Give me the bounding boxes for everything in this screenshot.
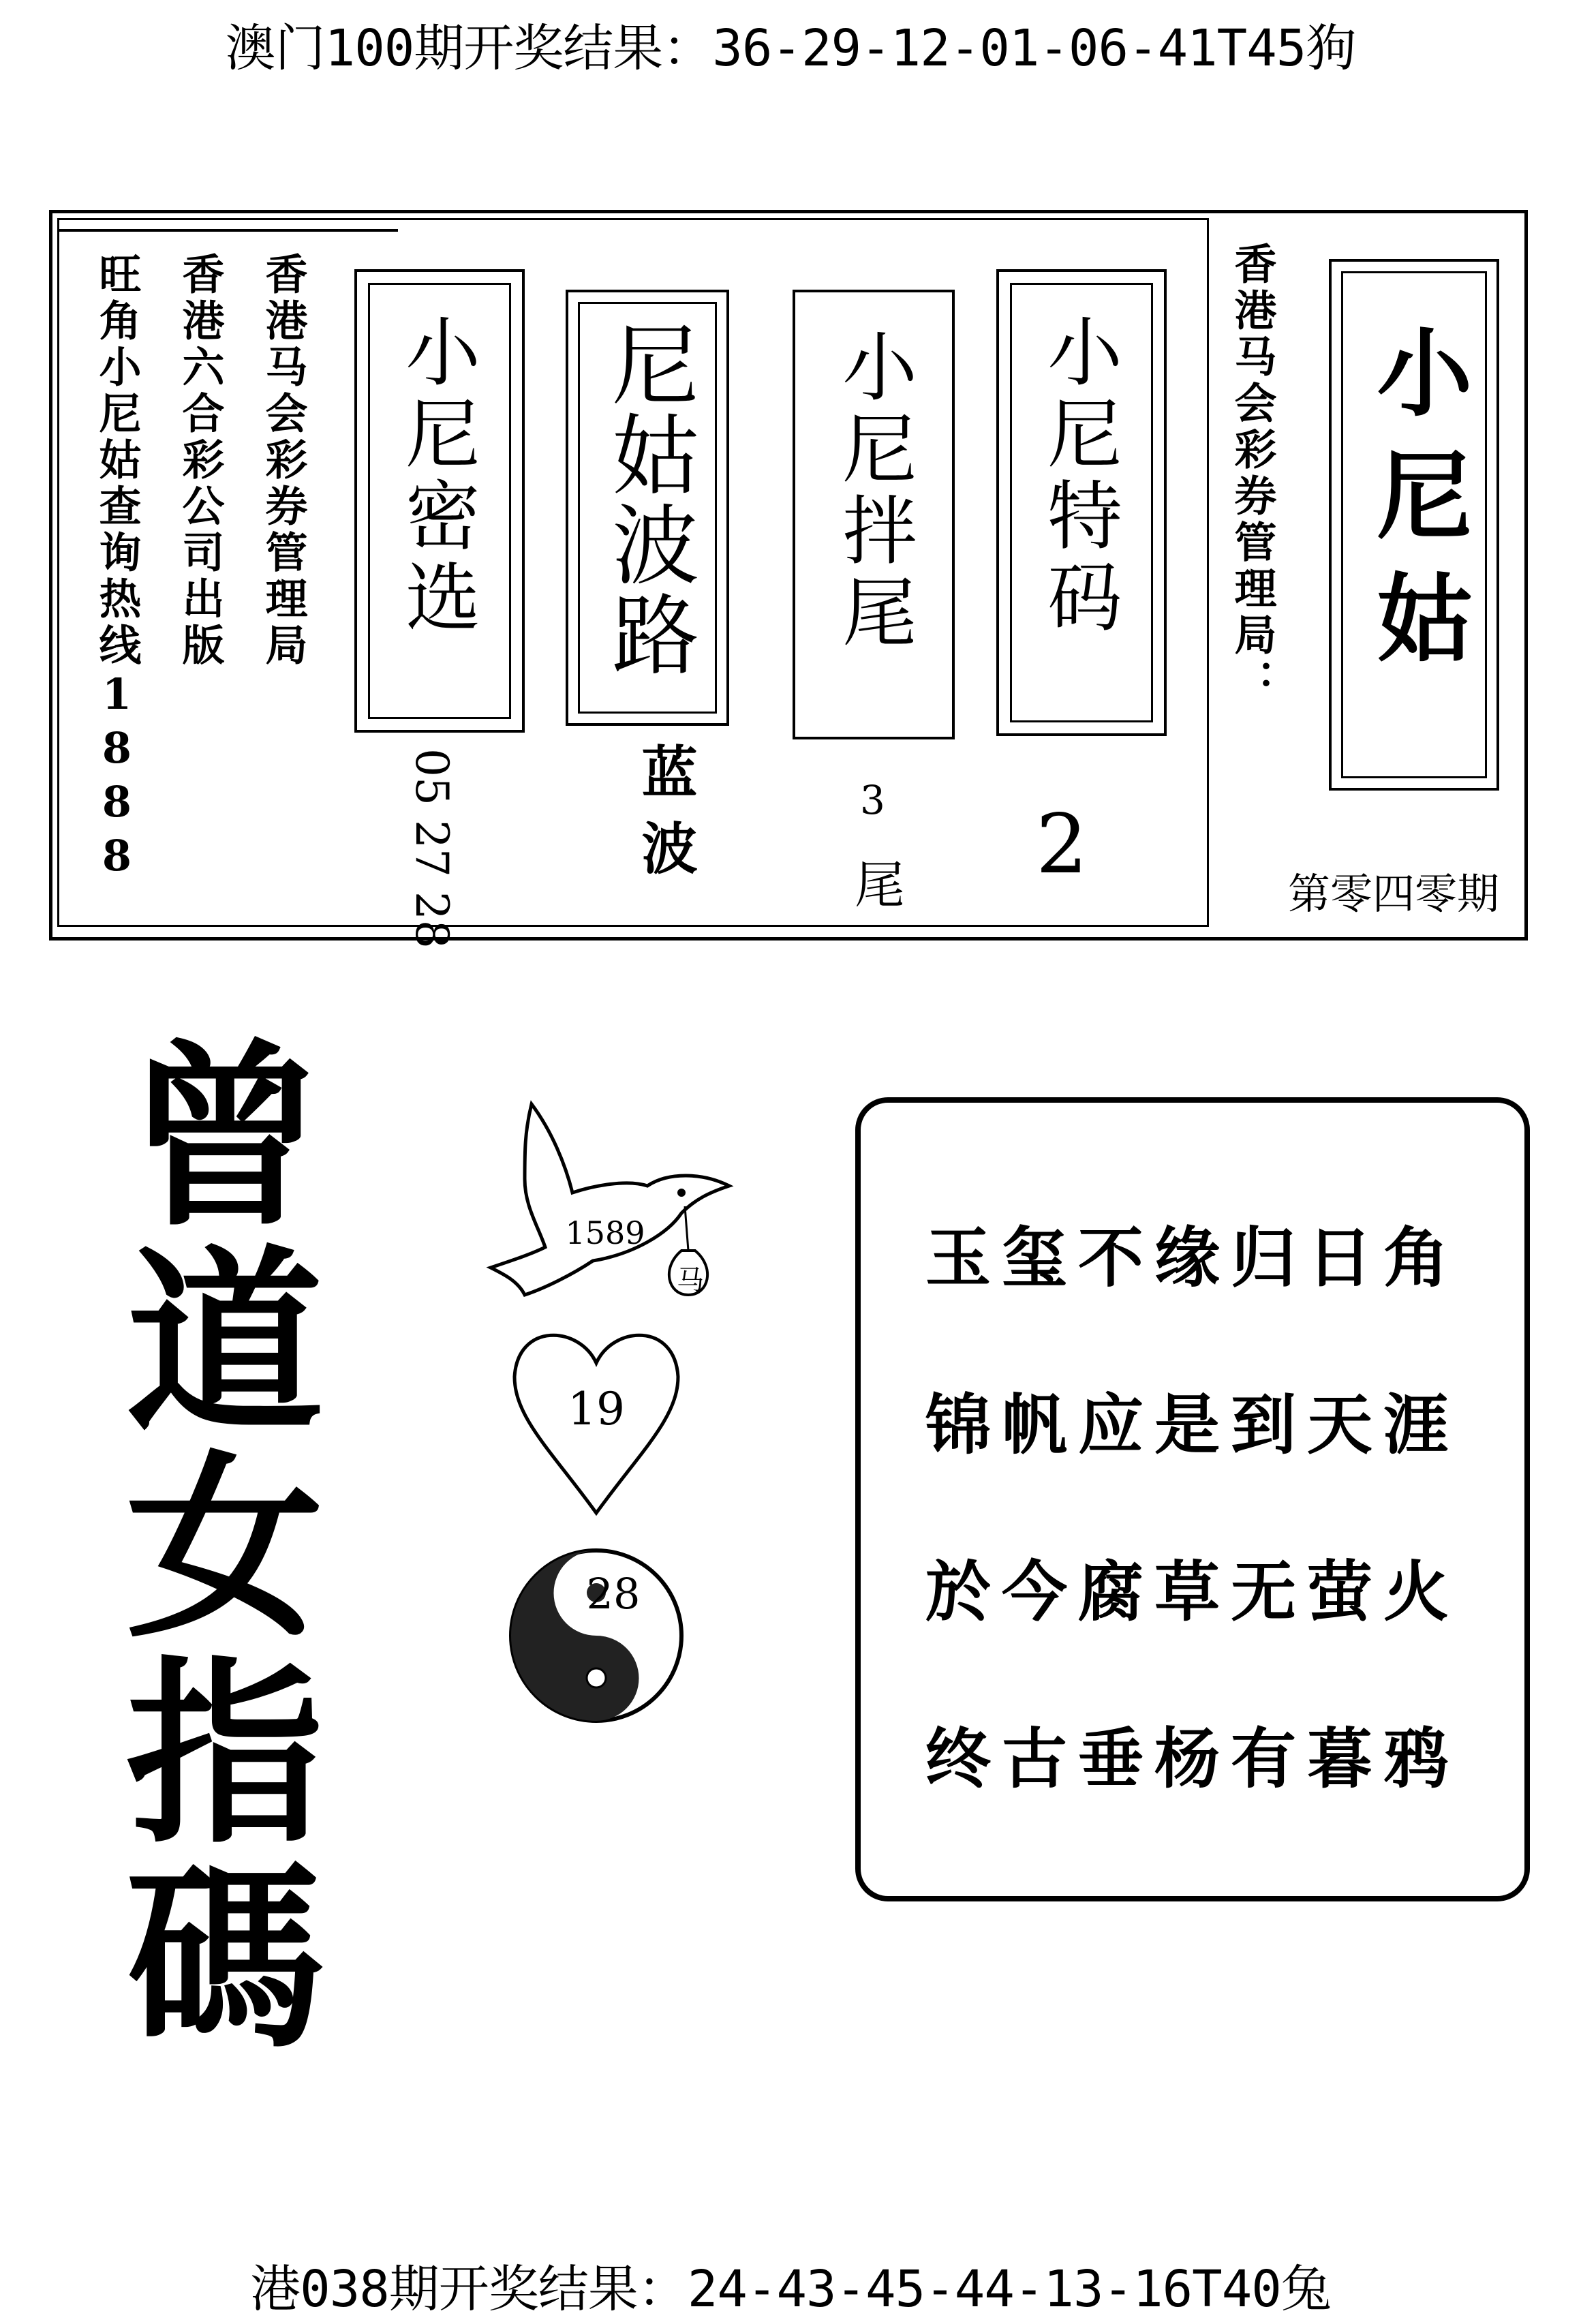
hotline-column: 旺角小尼姑查询热线1888: [92, 252, 142, 885]
yinyang-icon: [511, 1550, 681, 1721]
big-title-char: 女: [126, 1435, 331, 1665]
poem-line: 锦帆应是到天涯: [925, 1386, 1460, 1463]
top-result-line: 澳门100期开奖结果：36-29-12-01-06-41T45狗: [225, 19, 1356, 78]
box-secret-pick-label: 小尼密选: [393, 313, 480, 640]
box-special-code: [996, 269, 1167, 736]
big-title-char: 道: [126, 1229, 331, 1459]
dove-number: 1589: [565, 1214, 645, 1251]
box-tail-mix-label: 小尼拌尾: [830, 328, 917, 655]
big-title-char: 指: [126, 1640, 331, 1870]
box-wave-route-label: 尼姑波路: [597, 320, 699, 679]
dove-tag: 马: [677, 1265, 704, 1296]
big-title-char: 曾: [126, 1024, 331, 1253]
bottom-result-line: 港038期开奖结果：24-43-45-44-13-16T40兔: [250, 2260, 1331, 2319]
big-title-char: 碼: [126, 1846, 331, 2076]
box-tail-mix: [793, 290, 955, 739]
issue-number: 第零四零期: [1288, 869, 1500, 919]
icon-stack: [477, 1090, 750, 1731]
poem-line: 终古垂杨有暮鸦: [925, 1720, 1460, 1797]
authority-column: 香港马会彩券管理局: [258, 252, 308, 669]
right-authority-column: 香港马会彩券管理局：: [1227, 242, 1277, 705]
wave-route-answer: 蓝波: [632, 743, 698, 896]
tail-mix-unit: 尾: [855, 856, 905, 915]
title-text: 小尼姑: [1361, 323, 1473, 691]
publisher-column: 香港六合彩公司出版: [175, 252, 225, 669]
box-wave-route: [566, 290, 729, 726]
poem-line: 玉玺不缘归日角: [925, 1219, 1460, 1296]
dove-icon: [491, 1104, 729, 1296]
big-title: [116, 1024, 341, 2076]
heart-number: 19: [568, 1383, 625, 1435]
heart-icon: [515, 1335, 678, 1513]
poem-line: 於今腐草无萤火: [925, 1553, 1460, 1630]
yinyang-number: 28: [586, 1569, 641, 1619]
special-code-answer: 2: [1036, 797, 1088, 892]
panel-top-rule: [57, 229, 398, 232]
tail-mix-number: 3: [860, 777, 885, 823]
box-special-code-label: 小尼特码: [1035, 313, 1122, 640]
secret-pick-numbers: 05 27 28: [405, 748, 458, 949]
box-secret-pick: [354, 269, 525, 733]
title-box: [1329, 259, 1499, 791]
